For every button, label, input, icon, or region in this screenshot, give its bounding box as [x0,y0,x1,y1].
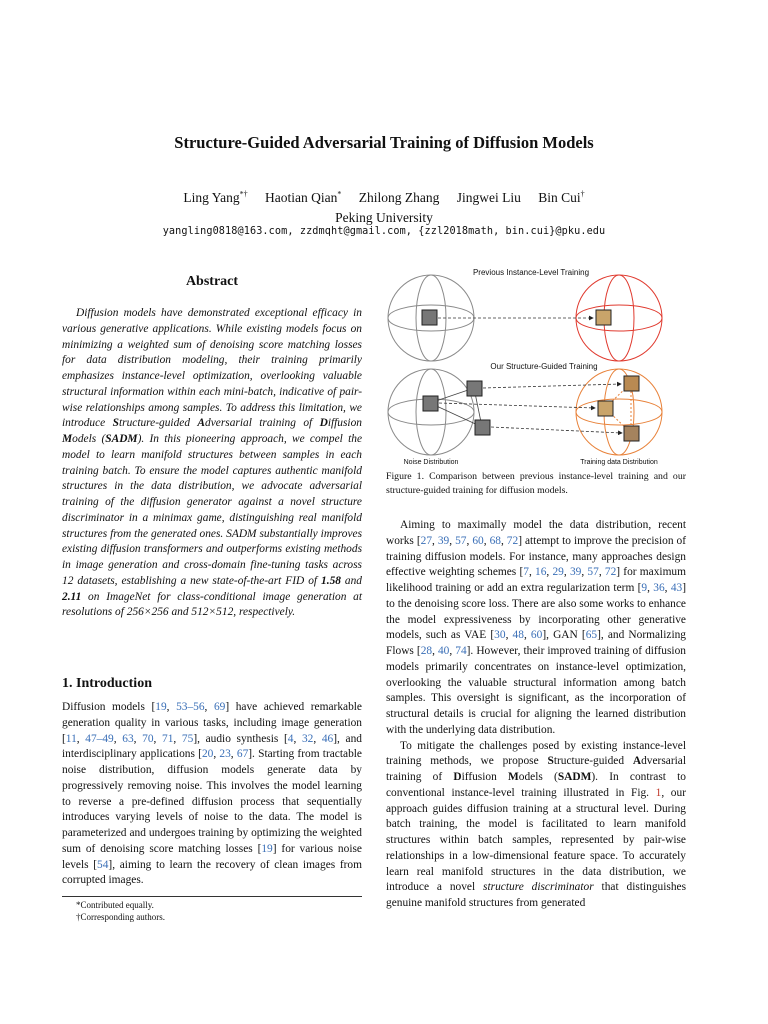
author: Zhilong Zhang [358,189,440,205]
author-emails: yangling0818@163.com, zzdmqht@gmail.com, {zzl2018math, bin.cui}@pku.edu [162,226,606,237]
citation-link[interactable]: 46 [321,732,334,745]
citation-link[interactable]: 43 [670,582,683,594]
citation-link[interactable]: 60 [472,534,484,547]
figure-ref-link[interactable]: 1 [655,786,662,799]
citation-link[interactable]: 74 [455,645,467,657]
figure-1-diagram [386,262,696,470]
body-paragraph: Aiming to maximally model the data distribution, recent works [27, 39, 57, 60, 68, 72] attempt to improve the precision of training diffusion models. For instance, many approaches design effective weighting schemes [7, 16, 29, 39, 57, 72] for maximum likelihood training or add an extra regularization term [9, 36, 43] to the denoising score loss. There are also some works to enhance the model expressiveness by incorporating other generative models, such as VAE [30, 48, 60], GAN [65], and Normalizing Flows [28, 40, 74]. However, their improved training of diffusion models primarily concentrates on instance-level optimization, overlooking the valuable structural information among batch samples. This oversight is significant, as the incorporation of structural details is crucial for aligning the learned distribution with the underlying data distribution. [386,519,687,736]
abstract-paragraph: Diffusion models have demonstrated exceptional efficacy in various generative applications. While existing models focus on minimizing a weighted sum of denoising score matching losses for data distribution modeling, their training primarily emphasizes instance-level optimization, overlooking valuable structural information within each mini-batch, indicative of pair-wise relationships among samples. To address this limitation, we introduce Structure-guided Adversarial training of Diffusion Models (SADM). In this pioneering approach, we compel the model to learn manifold structures between samples in each training batch. To ensure the model captures authentic manifold structures in the data distribution, we advocate adversarial training of the diffusion generator against a novel structure discriminator in a minimax game, distinguishing real manifold structures from the generated ones. SADM substantially improves existing diffusion transformers and outperforms existing methods in image generation and cross-domain fine-tuning tasks across 12 datasets, establishing a new state-of-the-art FID of 1.58 and 2.11 on ImageNet for class-conditional image generation at resolutions of 256×256 and 512×512, respectively. [62,307,363,619]
citation-link[interactable]: 69 [213,701,226,713]
citation-link[interactable]: 28 [420,645,433,657]
citation-link[interactable]: 63 [122,732,134,745]
citation-link[interactable]: 72 [506,534,519,547]
citation-link[interactable]: 19 [155,701,167,713]
introduction-heading: 1. Introduction [62,676,152,691]
mid-label: Our Structure-Guided Training [490,362,598,371]
citation-link[interactable]: 7 [523,566,529,579]
top-label: Previous Instance-Level Training [472,268,590,277]
data-sphere-bottom [576,369,662,455]
citation-link[interactable]: 39 [437,534,450,547]
citation-link[interactable]: 20 [201,748,214,761]
citation-link[interactable]: 27 [420,534,433,547]
footnote: *Contributed equally. [76,900,154,910]
paper-title: Structure-Guided Adversarial Training of Diffusion Models [174,133,594,152]
citation-link[interactable]: 68 [489,534,501,547]
citation-link[interactable]: 47–49 [85,732,114,745]
introduction-body [62,700,362,889]
citation-link[interactable]: 70 [142,732,154,745]
figure-1 [386,262,696,470]
citation-link[interactable]: 72 [604,566,617,579]
body-paragraph: To mitigate the challenges posed by existing instance-level training methods, we propose Structure-guided Adversarial training of Diffusion Models (SADM). In contrast to conventional instance-level training illustrated in Fig. 1, our approach guides diffusion training at a structural level. During batch training, the model is facilitated to learn manifold structures within batch samples, represented by pair-wise relationships in a low-dimensional feature space. To accurately learn real manifold structures in the data distribution, we introduce a novel structure discriminator that distinguishes genuine manifold structures from generated [386,739,687,909]
dog-image-icon [596,310,611,325]
citation-link[interactable]: 67 [236,748,249,761]
footnote: †Corresponding authors. [76,912,165,922]
citation-link[interactable]: 53–56 [176,701,205,713]
noise-structure [423,381,490,435]
author: Jingwei Liu [456,189,521,205]
citation-link[interactable]: 9 [641,582,648,594]
citation-link[interactable]: 57 [455,534,467,547]
affiliation: Peking University [335,209,433,225]
citation-link[interactable]: 71 [162,732,174,745]
citation-link[interactable]: 57 [587,566,599,579]
citation-link[interactable]: 40 [437,645,450,657]
figure-caption: Figure 1. Comparison between previous instance-level training and our structure-guided training for diffusion models. [386,471,686,496]
data-distribution-label: Training data Distribution [580,459,658,466]
citation-link[interactable]: 32 [301,732,314,745]
citation-link[interactable]: 54 [97,858,109,871]
citation-link[interactable]: 19 [261,842,273,855]
citation-link[interactable]: 30 [494,629,506,642]
noise-sample-square [422,310,437,325]
right-column-body [386,518,686,912]
citation-link[interactable]: 36 [653,582,665,594]
noise-sphere-bottom [388,369,474,455]
citation-link[interactable]: 60 [530,629,543,642]
data-structure [598,376,639,441]
author: Bin Cui† [538,189,585,205]
abstract-heading: Abstract [185,274,239,289]
intro-paragraph: Diffusion models [19, 53–56, 69] have achieved remarkable generation quality in various tasks, including image generation [11, 47–49, 63, 70, 71, 75], audio synthesis [4, 32, 46], and interdisciplinary applications [20, 23, 67]. Starting from tractable noise distribution, diffusion models generate data by progressively removing noise. This involves the model learning to reverse a pre-defined diffusion process that sequentially introduces varying levels of noise to the data. The model is parameterized and undergoes training by optimizing the weighted sum of denoising score matching losses [19] for various noise levels [54], aiming to learn the recovery of clean images from corrupted images. [62,701,362,887]
citation-link[interactable]: 29 [552,566,564,579]
footnotes [62,896,362,923]
noise-distribution-label: Noise Distribution [403,459,459,466]
citation-link[interactable]: 65 [585,629,598,642]
citation-link[interactable]: 39 [569,566,582,579]
citation-link[interactable]: 16 [535,566,547,579]
citation-link[interactable]: 11 [65,732,77,745]
abstract-body [62,306,362,621]
citation-link[interactable]: 23 [219,748,231,761]
author: Ling Yang*† [183,189,248,205]
citation-link[interactable]: 4 [287,732,294,745]
author: Haotian Qian* [265,189,342,205]
citation-link[interactable]: 75 [181,732,194,745]
structure-arrows [439,384,622,433]
citation-link[interactable]: 48 [512,629,524,642]
author-list [0,184,768,208]
author-block [0,184,768,228]
